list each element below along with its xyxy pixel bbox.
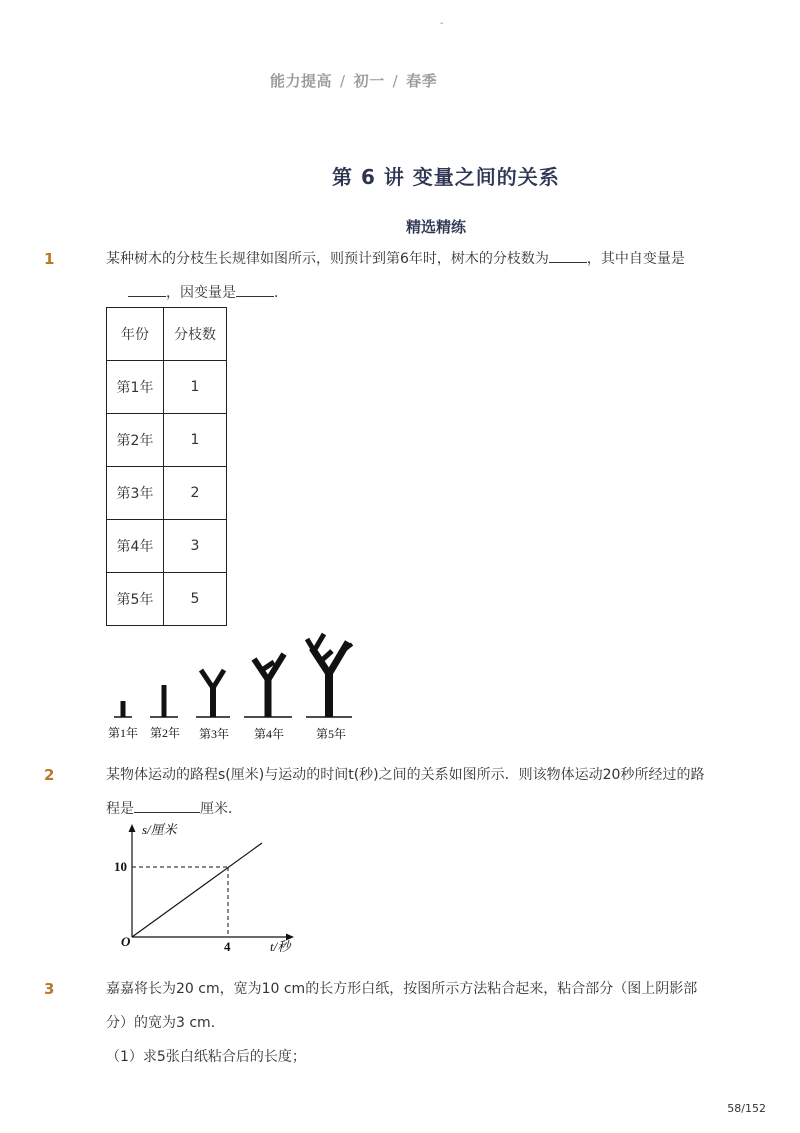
tree-branch bbox=[314, 634, 324, 651]
table-header-cell: 年份 bbox=[107, 308, 164, 361]
table-row bbox=[107, 361, 227, 414]
header-mark: - bbox=[440, 18, 444, 29]
branch-count-table bbox=[106, 307, 227, 626]
breadcrumb-separator: / bbox=[340, 72, 346, 90]
question-1-text: ． bbox=[274, 285, 288, 301]
y-axis-label: s/厘米 bbox=[142, 822, 177, 837]
breadcrumb-separator: / bbox=[392, 72, 399, 90]
question-number-1: 1 bbox=[44, 250, 55, 268]
question-3-line-2: 分）的宽为3 cm． bbox=[106, 1015, 225, 1031]
tree-year-label: 第2年 bbox=[149, 726, 181, 740]
question-1-text: 某种树木的分枝生长规律如图所示，则预计到第6年时，树木的分枝数为 bbox=[106, 251, 549, 267]
table-cell: 第2年 bbox=[107, 414, 164, 467]
question-number-2: 2 bbox=[44, 766, 55, 784]
tree-year-label: 第5年 bbox=[315, 727, 347, 741]
table-cell: 第3年 bbox=[107, 467, 164, 520]
y-axis-arrow bbox=[129, 824, 136, 832]
tree-branch bbox=[329, 642, 348, 674]
x-tick-label: 4 bbox=[224, 939, 231, 954]
tree-year-label: 第1年 bbox=[107, 726, 139, 740]
table-cell: 2 bbox=[164, 467, 227, 520]
table-row bbox=[107, 573, 227, 626]
question-1-text: ，其中自变量是 bbox=[586, 251, 685, 267]
page-title: 第 6 讲 变量之间的关系 bbox=[332, 165, 560, 189]
tree-year-label: 第3年 bbox=[198, 727, 230, 741]
table-cell: 3 bbox=[164, 520, 227, 573]
table-header-row bbox=[107, 308, 227, 361]
table-row bbox=[107, 520, 227, 573]
question-3-line-1: 嘉嘉将长为20 cm，宽为10 cm的长方形白纸，按图所示方法粘合起来，粘合部分（图上阴影部 bbox=[106, 981, 698, 997]
question-1-line-2 bbox=[128, 276, 288, 310]
question-3-sub-1: （1）求5张白纸粘合后的长度； bbox=[106, 1049, 306, 1065]
distance-time-graph bbox=[110, 820, 310, 958]
table-cell: 1 bbox=[164, 414, 227, 467]
answer-blank[interactable] bbox=[236, 282, 274, 297]
table-cell: 1 bbox=[164, 361, 227, 414]
breadcrumb bbox=[270, 70, 437, 91]
question-2-text: 厘米． bbox=[200, 801, 242, 817]
tree-branch bbox=[201, 670, 213, 688]
answer-blank[interactable] bbox=[549, 248, 587, 263]
answer-blank[interactable] bbox=[128, 282, 166, 297]
tree-year-label: 第4年 bbox=[253, 727, 285, 741]
answer-blank[interactable] bbox=[134, 798, 200, 813]
question-number-3: 3 bbox=[44, 980, 55, 998]
table-cell: 第4年 bbox=[107, 520, 164, 573]
breadcrumb-item: 春季 bbox=[406, 72, 438, 90]
tree-growth-figure bbox=[100, 624, 360, 748]
tree-branch bbox=[321, 651, 332, 661]
tree-branch bbox=[213, 670, 224, 688]
question-2-text: 程是 bbox=[106, 801, 134, 817]
origin-label: O bbox=[121, 934, 131, 949]
table-header-cell: 分枝数 bbox=[164, 308, 227, 361]
breadcrumb-item: 初一 bbox=[353, 72, 385, 90]
table-cell: 5 bbox=[164, 573, 227, 626]
page-number: 58/152 bbox=[727, 1102, 766, 1115]
question-1-line-1 bbox=[106, 242, 685, 276]
table-row bbox=[107, 414, 227, 467]
x-axis-label: t/秒 bbox=[270, 939, 291, 954]
question-1-text: ，因变量是 bbox=[166, 285, 236, 301]
breadcrumb-item: 能力提高 bbox=[270, 72, 333, 90]
table-cell: 第5年 bbox=[107, 573, 164, 626]
section-heading: 精选精练 bbox=[406, 218, 467, 236]
question-2-line-1: 某物体运动的路程s(厘米)与运动的时间t(秒)之间的关系如图所示．则该物体运动20秒所经过的路 bbox=[106, 767, 705, 783]
table-cell: 第1年 bbox=[107, 361, 164, 414]
y-tick-label: 10 bbox=[114, 859, 127, 874]
table-row bbox=[107, 467, 227, 520]
data-line bbox=[132, 843, 262, 937]
